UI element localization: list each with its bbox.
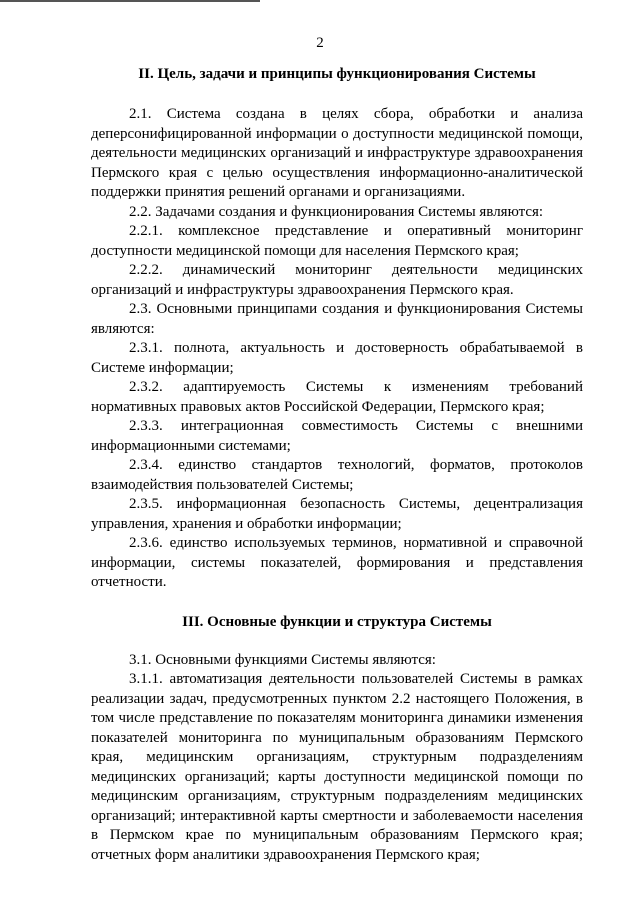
paragraph-2-3-1: 2.3.1. полнота, актуальность и достоверность обрабатываемой в Системе информации;: [91, 340, 583, 376]
paragraph-2-3-5: 2.3.5. информационная безопасность Системы, децентрализация управления, хранения и обработки информации;: [91, 496, 583, 532]
paragraph-2-2-1: 2.2.1. комплексное представление и оперативный мониторинг доступности медицинской помощи для населения Пермского края;: [91, 223, 583, 259]
paragraph-2-3-3: 2.3.3. интеграционная совместимость Системы с внешними информационными системами;: [91, 418, 583, 454]
paragraph-2-3-4: 2.3.4. единство стандартов технологий, форматов, протоколов взаимодействия пользователей Системы;: [91, 457, 583, 493]
paragraph-2-3-6: 2.3.6. единство используемых терминов, нормативной и справочной информации, системы показателей, формирования и представления отчетности.: [91, 535, 583, 590]
section-2-title: II. Цель, задачи и принципы функционирования Системы: [138, 66, 536, 82]
section-3-body: [91, 651, 583, 866]
section-2-body: [91, 105, 583, 593]
top-edge-line: [0, 0, 260, 2]
paragraph-2-3-2: 2.3.2. адаптируемость Системы к изменениям требований нормативных правовых актов Российской Федерации, Пермского края;: [91, 379, 583, 415]
paragraph-3-1: 3.1. Основными функциями Системы являются:: [129, 651, 436, 668]
paragraph-3-1-1: 3.1.1. автоматизация деятельности пользователей Системы в рамках реализации задач, предусмотренных пунктом 2.2 настоящего Положения, в том числе представление по показателям мониторинга динамики изменения показателей мониторинга по муниципальным образованиям Пермского края, медицинским организациям, структурным подразделениям медицинских организаций; карты доступности медицинской помощи по медицинским организациям, структурным подразделениям медицинских организаций; интерактивной карты смертности и заболеваемости населения в Пермском крае по муниципальным образованиям Пермского края; отчетных форм аналитики здравоохранения Пермского края;: [91, 671, 583, 863]
section-3-title: III. Основные функции и структура Системы: [182, 613, 492, 630]
paragraph-2-1: 2.1. Система создана в целях сбора, обработки и анализа деперсонифицированной информации о доступности медицинской помощи, деятельности медицинских организаций и инфраструктуре здравоохранения Пермского края с целью осуществления информационно-аналитической поддержки принятия решений органами и организациями.: [91, 106, 583, 200]
paragraph-2-3: 2.3. Основными принципами создания и функционирования Системы являются:: [91, 301, 583, 337]
page-number: 2: [316, 35, 324, 51]
document-body: [91, 64, 583, 865]
paragraph-2-2-2: 2.2.2. динамический мониторинг деятельности медицинских организаций и инфраструктуры здравоохранения Пермского края.: [91, 262, 583, 298]
paragraph-2-2: 2.2. Задачами создания и функционирования Системы являются:: [129, 203, 544, 220]
